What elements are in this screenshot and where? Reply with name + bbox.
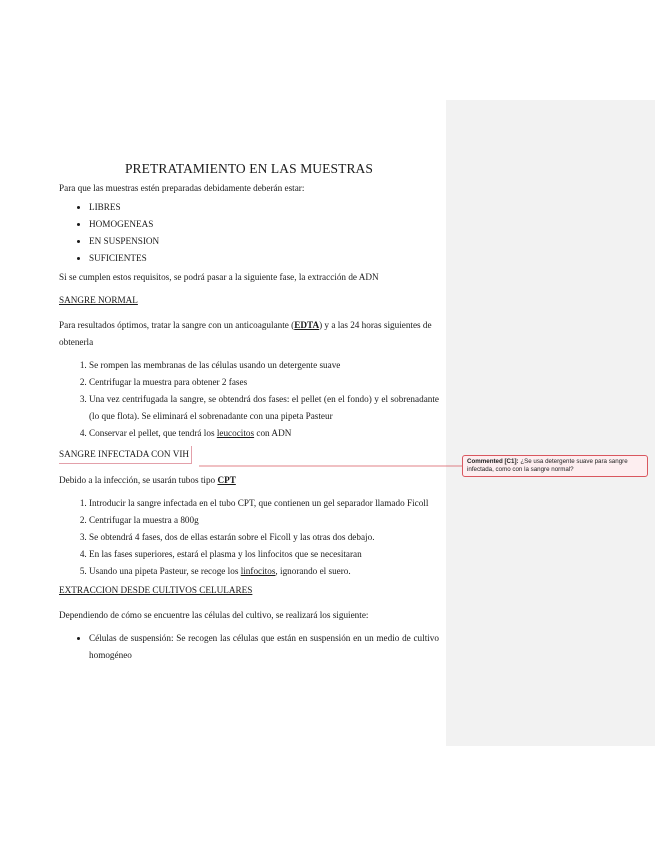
cpt-term: CPT bbox=[217, 475, 236, 485]
text-run: Para resultados óptimos, tratar la sangre con un anticoagulante ( bbox=[59, 320, 295, 330]
linfocitos-term: linfocitos bbox=[240, 566, 276, 576]
sangre-vih-steps bbox=[59, 495, 439, 580]
comments-margin-pane bbox=[446, 100, 655, 746]
list-item: 3. Una vez centrifugada la sangre, se obtendrá dos fases: el pellet (en el fondo) y el sobrenadante (lo que flota). Se eliminará el sobrenadante con una pipeta Pasteur bbox=[89, 391, 439, 425]
cultivos-intro: Dependiendo de cómo se encuentre las células del cultivo, se realizará los siguiente: bbox=[59, 610, 369, 620]
list-item: • LIBRES bbox=[89, 199, 439, 216]
text-run: Usando una pipeta Pasteur, se recoge los bbox=[89, 566, 241, 576]
list-item: • EN SUSPENSION bbox=[89, 233, 439, 250]
list-item: 2. Centrifugar la muestra a 800g bbox=[89, 512, 439, 529]
requisites-list bbox=[59, 199, 439, 267]
text-run: Debido a la infección, se usarán tubos tipo bbox=[59, 475, 218, 485]
leucocitos-term: leucocitos bbox=[216, 428, 255, 438]
text-run: con ADN bbox=[254, 428, 292, 438]
section-heading-cultivos: EXTRACCION DESDE CULTIVOS CELULARES bbox=[59, 585, 253, 595]
list-item: 1. Introducir la sangre infectada en el tubo CPT, que contienen un gel separador llamado Ficoll bbox=[89, 495, 439, 512]
section-heading-sangre-vih[interactable] bbox=[59, 446, 439, 464]
text-run: , ignorando el suero. bbox=[275, 566, 351, 576]
comment-text: ¿Se usa detergente suave para sangre infectada, como con la sangre normal? bbox=[467, 458, 628, 473]
section-heading-sangre-normal: SANGRE NORMAL bbox=[59, 295, 138, 305]
after-requisites-paragraph: Si se cumplen estos requisitos, se podrá pasar a la siguiente fase, la extracción de ADN bbox=[59, 272, 379, 282]
cultivos-list bbox=[59, 630, 439, 664]
document-page bbox=[59, 160, 439, 666]
list-item bbox=[89, 563, 439, 580]
list-item: • HOMOGENEAS bbox=[89, 216, 439, 233]
text-run: Conservar el pellet, que tendrá los bbox=[89, 428, 217, 438]
sangre-normal-intro bbox=[59, 317, 439, 351]
list-item: 4. En las fases superiores, estará el plasma y los linfocitos que se necesitaran bbox=[89, 546, 439, 563]
list-item: • SUFICIENTES bbox=[89, 250, 439, 267]
text-run: ) y a las 24 horas siguientes de obtenerla bbox=[59, 320, 432, 347]
list-item: • Células de suspensión: Se recogen las células que están en suspensión en un medio de cultivo homogéneo bbox=[89, 630, 439, 664]
sangre-vih-intro bbox=[59, 472, 439, 489]
list-item bbox=[89, 425, 439, 442]
commented-range[interactable]: SANGRE INFECTADA CON VIH bbox=[59, 446, 192, 464]
sangre-normal-steps bbox=[59, 357, 439, 442]
document-title: PRETRATAMIENTO EN LAS MUESTRAS bbox=[124, 161, 374, 176]
edta-term: EDTA bbox=[294, 320, 320, 330]
comment-label: Commented [C1]: bbox=[467, 458, 519, 465]
intro-paragraph: Para que las muestras estén preparadas debidamente deberán estar: bbox=[59, 183, 305, 193]
list-item: 2. Centrifugar la muestra para obtener 2 fases bbox=[89, 374, 439, 391]
comment-balloon[interactable] bbox=[462, 455, 648, 477]
list-item: 1. Se rompen las membranas de las células usando un detergente suave bbox=[89, 357, 439, 374]
list-item: 3. Se obtendrá 4 fases, dos de ellas estarán sobre el Ficoll y las otras dos debajo. bbox=[89, 529, 439, 546]
